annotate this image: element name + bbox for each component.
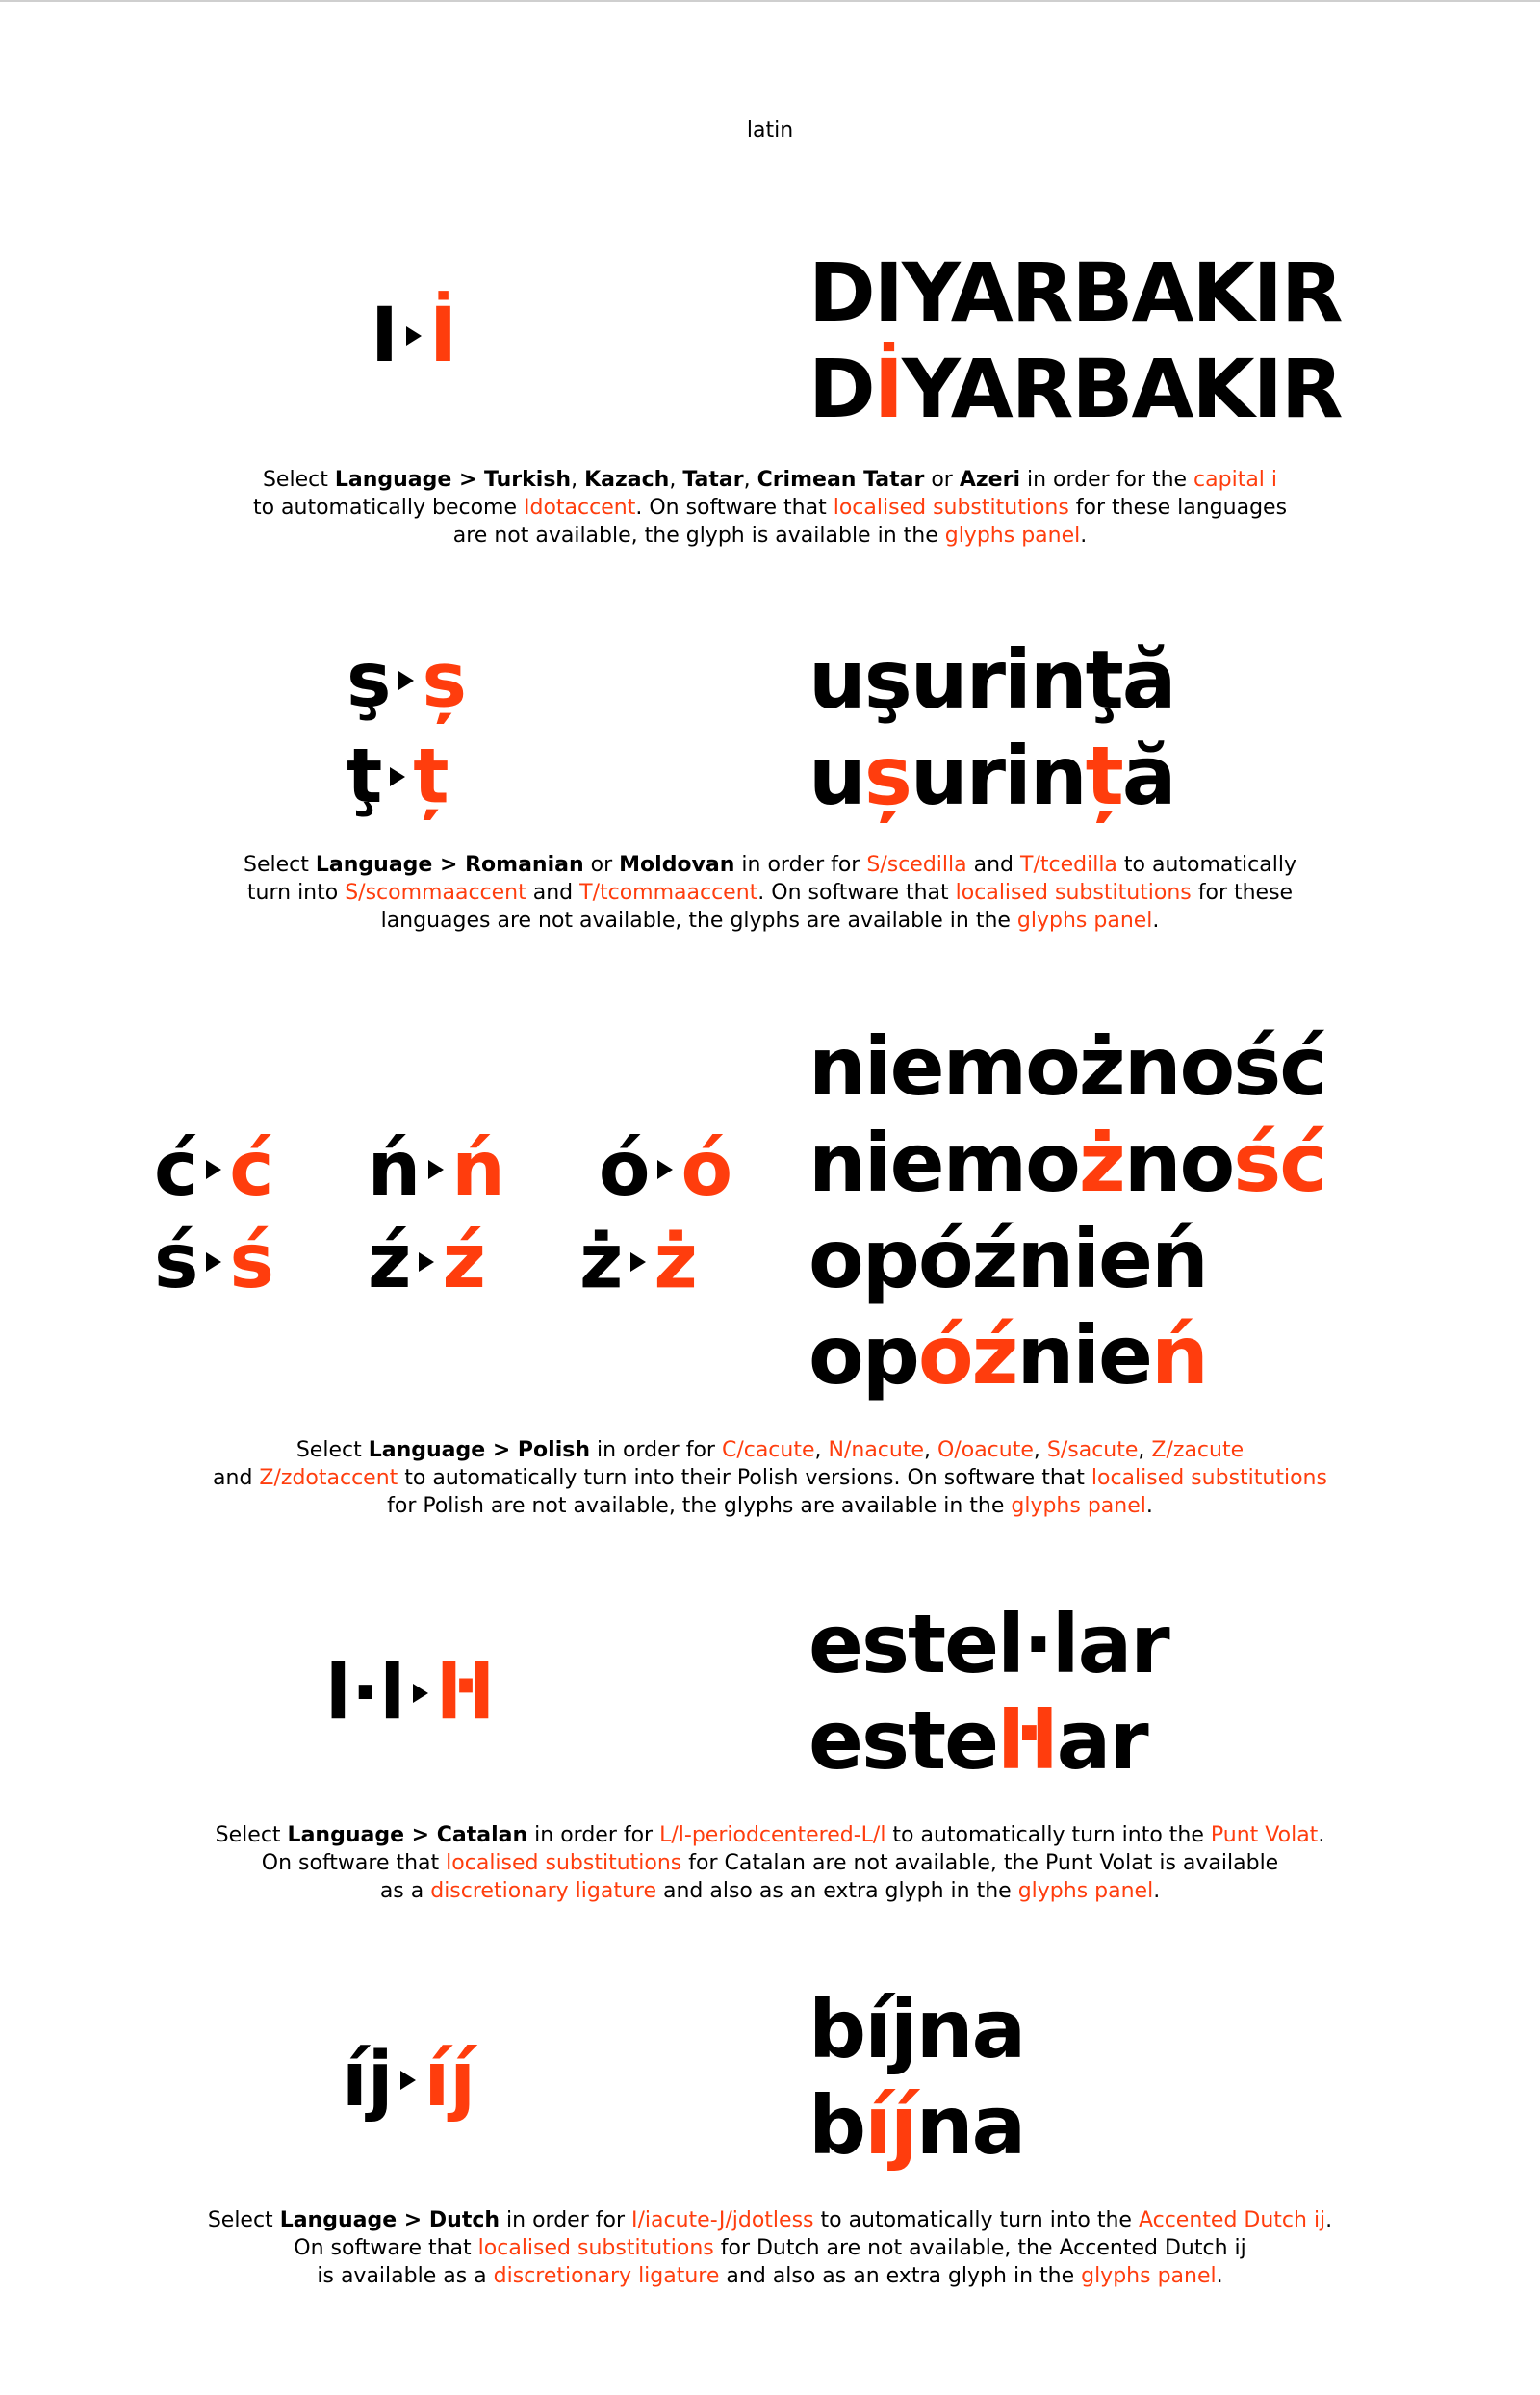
arrow-right-icon: [413, 1684, 428, 1703]
caption-line: are not available, the glyph is available in the glyphs panel.: [452, 524, 1088, 548]
dutch-word-localised: bíj́na: [808, 2078, 1025, 2173]
caption-line: and Z/zdotaccent to automatically turn into their Polish versions. On software that localised substitutions: [213, 1466, 1327, 1490]
arrow-right-icon: [400, 2071, 416, 2090]
polish-word-2-default: opóźnień: [808, 1212, 1207, 1306]
polish-word-1-default: niemożność: [808, 1019, 1325, 1114]
caption-line: is available as a discretionary ligature and also as an extra glyph in the glyphs panel.: [317, 2264, 1223, 2288]
caption-line: languages are not available, the glyphs are available in the glyphs panel.: [380, 909, 1160, 933]
romanian-substitution-s: ş ș: [346, 637, 467, 724]
top-border: [0, 0, 1540, 2]
glyph-to: İ: [429, 293, 458, 379]
catalan-word-default: estel·lar: [808, 1597, 1168, 1691]
polish-word-1-localised: niemożność: [808, 1116, 1326, 1210]
romanian-word-localised: ușurință: [808, 729, 1175, 823]
arrow-right-icon: [206, 1252, 221, 1272]
polish-substitution-row-1: ć ć ń ń ó ó: [154, 1126, 733, 1213]
caption-line: for Polish are not available, the glyphs are available in the glyphs panel.: [387, 1494, 1153, 1518]
romanian-word-default: uşurinţă: [808, 632, 1175, 727]
glyph-from: I: [371, 293, 399, 379]
caption-line: turn into S/scommaaccent and T/tcommaaccent. On software that localised substitutions for these: [246, 881, 1294, 905]
caption-line: to automatically become Idotaccent. On software that localised substitutions for these languages: [252, 496, 1288, 520]
romanian-caption: [0, 851, 1540, 935]
caption-line: Select Language > Catalan in order for L/l-periodcentered-L/l to automatically turn into the Punt Volat.: [215, 1823, 1325, 1847]
turkish-caption: [0, 466, 1540, 550]
caption-line: On software that localised substitutions for Dutch are not available, the Accented Dutch ij: [294, 2236, 1246, 2260]
arrow-right-icon: [390, 767, 405, 786]
caption-line: On software that localised substitutions for Catalan are not available, the Punt Volat is available: [261, 1851, 1279, 1875]
turkish-word-localised: DİYARBAKIR: [808, 342, 1342, 436]
dutch-substitution-example: íj íj́: [342, 2037, 475, 2124]
turkish-substitution-example: [371, 293, 458, 379]
caption-line: Select Language > Dutch in order for I/iacute-J/jdotless to automatically turn into the Accented Dutch ij.: [207, 2208, 1333, 2232]
arrow-right-icon: [657, 1160, 673, 1179]
caption-line: Select Language > Polish in order for C/cacute, N/nacute, O/oacute, S/sacute, Z/zacute: [295, 1438, 1245, 1462]
arrow-right-icon: [630, 1252, 646, 1272]
romanian-substitution-t: ţ ț: [346, 734, 449, 820]
arrow-right-icon: [419, 1252, 434, 1272]
caption-line: as a discretionary ligature and also as an extra glyph in the glyphs panel.: [379, 1879, 1161, 1903]
dutch-word-default: bíjna: [808, 1982, 1025, 2076]
arrow-right-icon: [398, 671, 414, 690]
dutch-caption: [0, 2206, 1540, 2290]
catalan-word-localised: esteŀlar: [808, 1693, 1147, 1788]
caption-line: Select Language > Romanian or Moldovan in order for S/scedilla and T/tcedilla to automatically: [244, 853, 1296, 877]
polish-substitution-row-2: ś ś ź ź ż ż: [154, 1219, 698, 1305]
polish-caption: [0, 1436, 1540, 1520]
arrow-right-icon: [428, 1160, 444, 1179]
turkish-word-default: DIYARBAKIR: [808, 245, 1342, 340]
catalan-caption: [0, 1821, 1540, 1905]
catalan-substitution-example: l·l ŀl: [325, 1650, 495, 1737]
arrow-right-icon: [406, 326, 422, 346]
polish-word-2-localised: opóźnień: [808, 1308, 1207, 1403]
caption-line: Select Language > Turkish, Kazach, Tatar, Crimean Tatar or Azeri in order for the capital i: [262, 468, 1278, 492]
arrow-right-icon: [206, 1160, 221, 1179]
page-title: latin: [746, 118, 794, 142]
